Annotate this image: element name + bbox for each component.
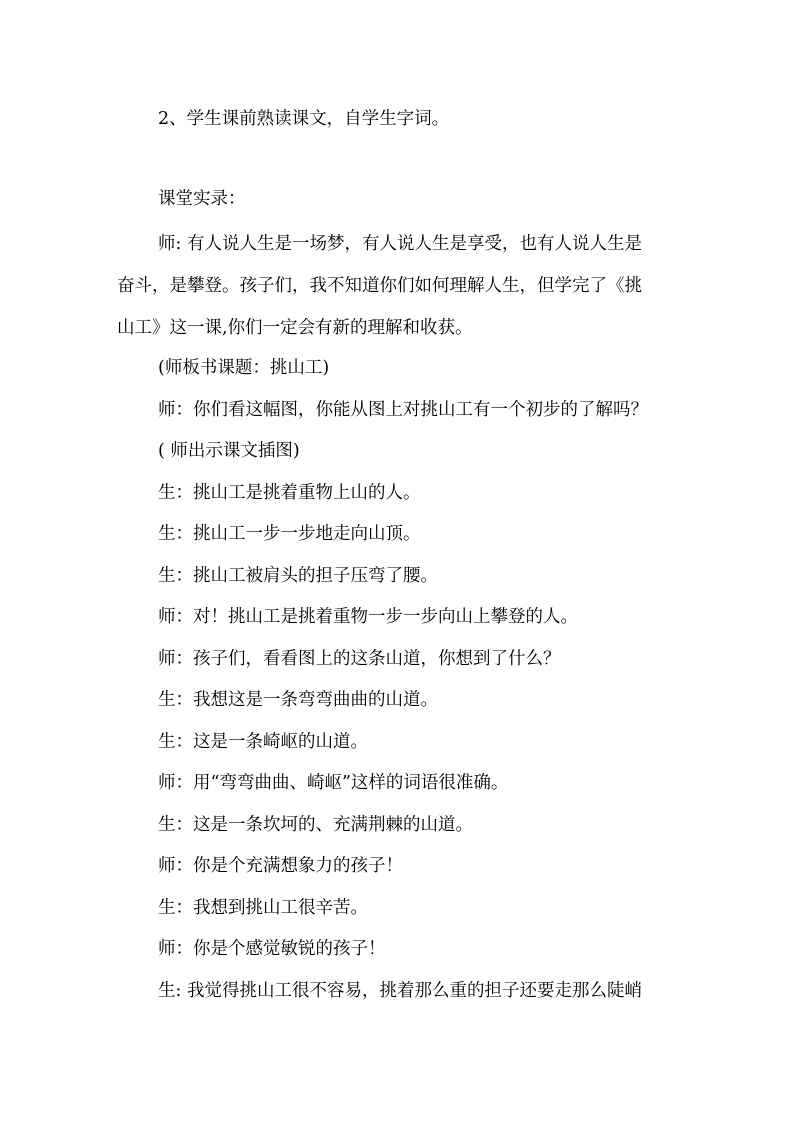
prep-item-2: 2、学生课前熟读课文，自学生字词。 [158, 109, 450, 129]
paragraph-line: 师: 有人说人生是一场梦，有人说人生是享受，也有人说人生是 [158, 234, 642, 254]
paragraph-line: 生: 我觉得挑山工很不容易，挑着那么重的担子还要走那么陡峭 [158, 981, 642, 1001]
paragraph-line: 生：挑山工是挑着重物上山的人。 [158, 483, 421, 503]
paragraph-line: 生：挑山工一步一步地走向山顶。 [158, 524, 421, 544]
paragraph-line: 师：你是个感觉敏锐的孩子！ [158, 939, 386, 959]
paragraph-line: 师：对！挑山工是挑着重物一步一步向山上攀登的人。 [158, 607, 578, 627]
paragraph-line: 山工》这一课,你们一定会有新的理解和收获。 [117, 318, 473, 338]
paragraph-line: 生：这是一条崎岖的山道。 [158, 732, 368, 752]
paragraph-line: 生：挑山工被肩头的担子压弯了腰。 [158, 566, 438, 586]
paragraph-line: 师：你们看这幅图，你能从图上对挑山工有一个初步的了解吗？ [158, 400, 648, 420]
paragraph-line: 生：我想到挑山工很辛苦。 [158, 898, 368, 918]
paragraph-line: 生：我想这是一条弯弯曲曲的山道。 [158, 690, 438, 710]
paragraph-line: 奋斗，是攀登。孩子们，我不知道你们如何理解人生，但学完了《挑 [117, 276, 642, 296]
paragraph-line: ( 师出示课文插图) [158, 441, 300, 461]
paragraph-line: 师：用“弯弯曲曲、崎岖”这样的词语很准确。 [158, 773, 509, 793]
paragraph-line: 师：你是个充满想象力的孩子！ [158, 856, 403, 876]
paragraph-line: 生：这是一条坎坷的、充满荆棘的山道。 [158, 815, 473, 835]
paragraph-line: 师：孩子们，看看图上的这条山道，你想到了什么？ [158, 649, 561, 669]
section-heading: 课堂实录： [158, 189, 246, 209]
paragraph-line: (师板书课题：挑山工) [158, 358, 330, 378]
